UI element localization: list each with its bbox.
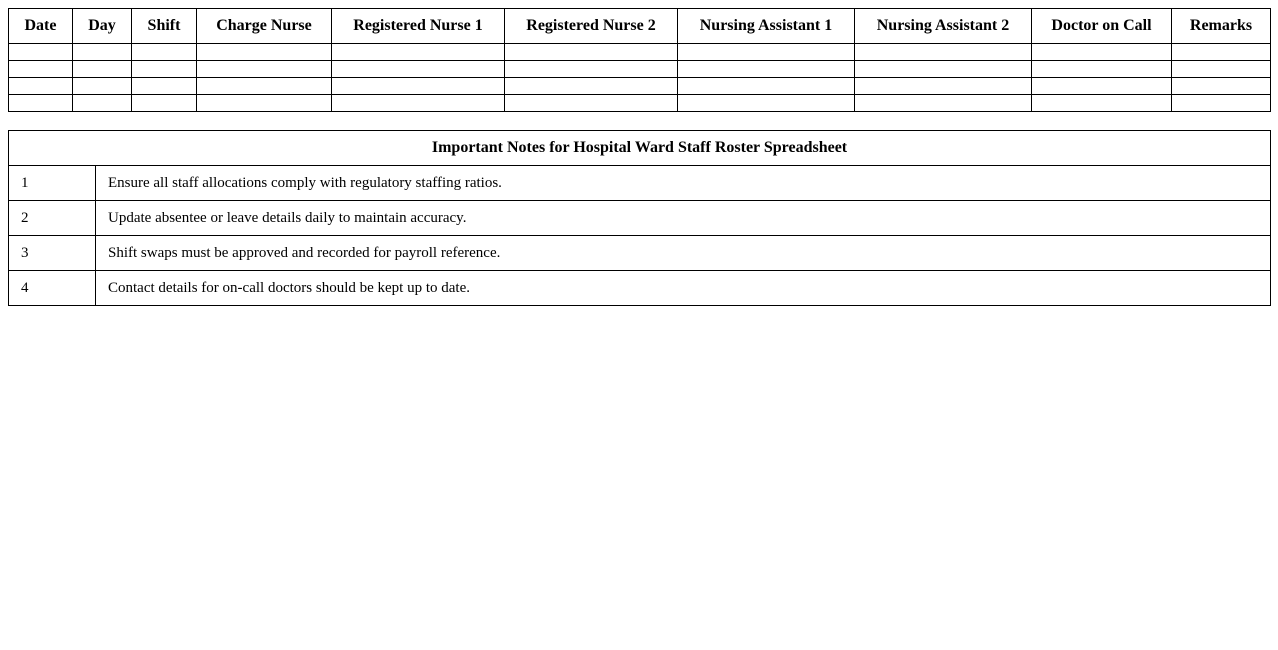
column-header-date: Date — [9, 9, 73, 44]
notes-title: Important Notes for Hospital Ward Staff Roster Spreadsheet — [9, 131, 1271, 166]
notes-title-row — [9, 131, 1271, 166]
column-header-shift: Shift — [132, 9, 197, 44]
list-item — [9, 166, 1271, 201]
column-header-nursing-assistant-1: Nursing Assistant 1 — [678, 9, 855, 44]
table-cell[interactable] — [1172, 78, 1271, 95]
table-cell[interactable] — [9, 44, 73, 61]
table-cell[interactable] — [505, 78, 678, 95]
column-header-registered-nurse-2: Registered Nurse 2 — [505, 9, 678, 44]
column-header-remarks: Remarks — [1172, 9, 1271, 44]
table-cell[interactable] — [855, 95, 1032, 112]
table-cell[interactable] — [1032, 44, 1172, 61]
table-cell[interactable] — [1032, 95, 1172, 112]
table-cell[interactable] — [678, 95, 855, 112]
notes-table — [8, 130, 1271, 306]
table-cell[interactable] — [197, 78, 332, 95]
table-cell[interactable] — [1172, 44, 1271, 61]
table-cell[interactable] — [1172, 95, 1271, 112]
note-number: 2 — [9, 201, 96, 236]
column-header-doctor-on-call: Doctor on Call — [1032, 9, 1172, 44]
table-cell[interactable] — [73, 95, 132, 112]
table-cell[interactable] — [132, 44, 197, 61]
table-cell[interactable] — [855, 44, 1032, 61]
list-item — [9, 271, 1271, 306]
table-cell[interactable] — [197, 44, 332, 61]
note-text: Contact details for on-call doctors should be kept up to date. — [96, 271, 1271, 306]
list-item — [9, 236, 1271, 271]
table-row — [9, 44, 1271, 61]
table-cell[interactable] — [505, 44, 678, 61]
table-cell[interactable] — [1032, 61, 1172, 78]
note-number: 1 — [9, 166, 96, 201]
table-cell[interactable] — [9, 95, 73, 112]
list-item — [9, 201, 1271, 236]
table-cell[interactable] — [505, 61, 678, 78]
column-header-nursing-assistant-2: Nursing Assistant 2 — [855, 9, 1032, 44]
table-cell[interactable] — [197, 61, 332, 78]
table-cell[interactable] — [1032, 78, 1172, 95]
table-cell[interactable] — [9, 78, 73, 95]
table-cell[interactable] — [505, 95, 678, 112]
table-cell[interactable] — [332, 61, 505, 78]
table-cell[interactable] — [73, 78, 132, 95]
table-cell[interactable] — [678, 78, 855, 95]
note-number: 3 — [9, 236, 96, 271]
column-header-registered-nurse-1: Registered Nurse 1 — [332, 9, 505, 44]
roster-table — [8, 8, 1271, 112]
table-cell[interactable] — [855, 78, 1032, 95]
table-cell[interactable] — [332, 78, 505, 95]
table-cell[interactable] — [73, 61, 132, 78]
note-text: Update absentee or leave details daily to maintain accuracy. — [96, 201, 1271, 236]
table-cell[interactable] — [332, 95, 505, 112]
note-number: 4 — [9, 271, 96, 306]
note-text: Ensure all staff allocations comply with regulatory staffing ratios. — [96, 166, 1271, 201]
table-cell[interactable] — [132, 78, 197, 95]
table-cell[interactable] — [197, 95, 332, 112]
table-row — [9, 95, 1271, 112]
table-cell[interactable] — [9, 61, 73, 78]
table-cell[interactable] — [855, 61, 1032, 78]
table-cell[interactable] — [1172, 61, 1271, 78]
roster-header-row — [9, 9, 1271, 44]
column-header-day: Day — [73, 9, 132, 44]
table-cell[interactable] — [678, 44, 855, 61]
table-cell[interactable] — [332, 44, 505, 61]
table-cell[interactable] — [132, 95, 197, 112]
table-row — [9, 78, 1271, 95]
column-header-charge-nurse: Charge Nurse — [197, 9, 332, 44]
table-cell[interactable] — [73, 44, 132, 61]
table-cell[interactable] — [132, 61, 197, 78]
table-cell[interactable] — [678, 61, 855, 78]
note-text: Shift swaps must be approved and recorded for payroll reference. — [96, 236, 1271, 271]
table-row — [9, 61, 1271, 78]
